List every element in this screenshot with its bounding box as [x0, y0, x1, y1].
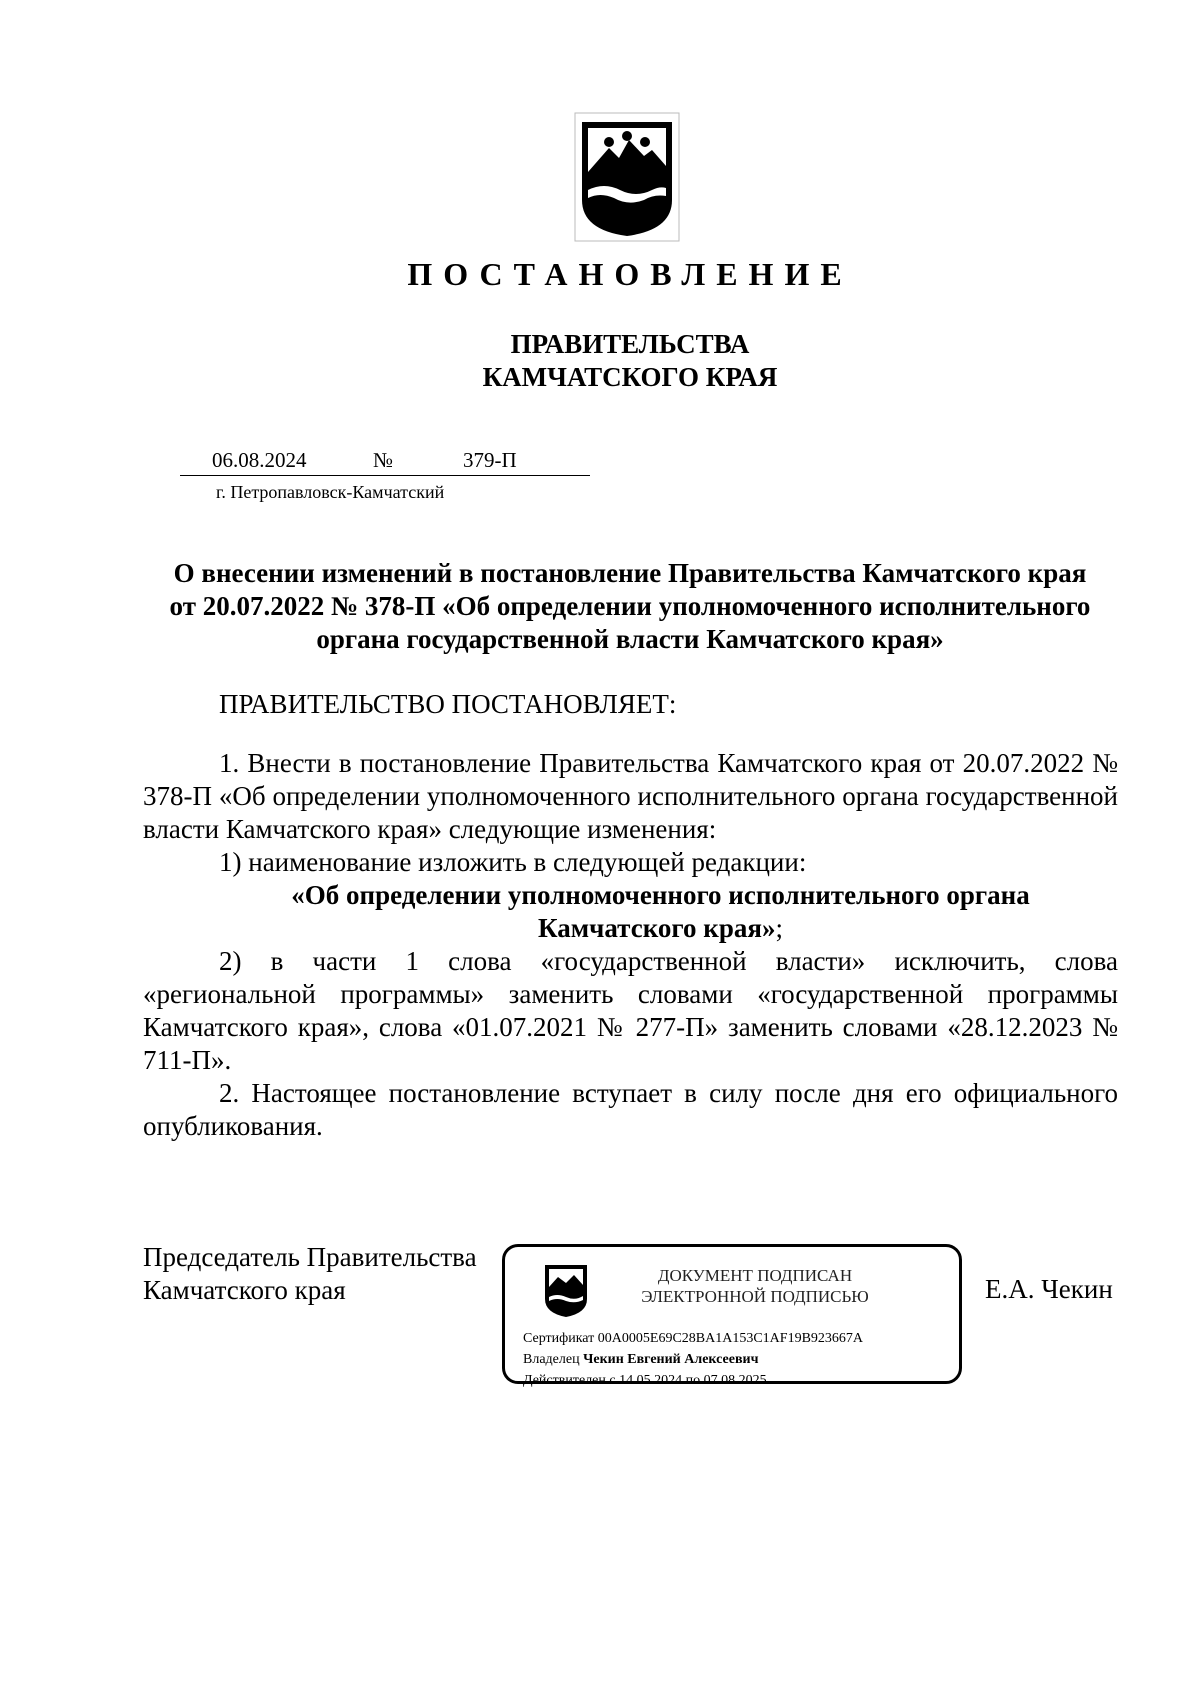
stamp-certificate — [523, 1331, 863, 1347]
position-line-2: Камчатского края — [143, 1275, 346, 1305]
stamp-title — [605, 1265, 905, 1307]
subject-line-2: от 20.07.2022 № 378-П «Об определении уполномоченного исполнительного — [169, 591, 1091, 621]
decree-phrase: ПРАВИТЕЛЬСТВО ПОСТАНОВЛЯЕТ: — [219, 689, 677, 719]
valid-from-label: с — [609, 1373, 616, 1388]
paragraph-1: 1. Внести в постановление Правительства Камчатского края от 20.07.2022 № 378-П «Об определении уполномоченного исполнительного органа государственной власти Камчатского края» следующие изменения: — [143, 748, 1118, 844]
signatory-name: Е.А. Чекин — [985, 1274, 1113, 1304]
cert-label: Сертификат — [523, 1331, 595, 1346]
meta-underline — [180, 475, 590, 476]
paragraph-2: 2. Настоящее постановление вступает в силу после дня его официального опубликования. — [143, 1078, 1118, 1141]
stamp-validity — [523, 1373, 767, 1389]
electronic-signature-stamp — [502, 1244, 962, 1388]
paragraph-1-item-1: 1) наименование изложить в следующей редакции: — [219, 847, 807, 877]
valid-from: 14.05.2024 — [619, 1373, 683, 1388]
stamp-title-line-2: ЭЛЕКТРОННОЙ ПОДПИСЬЮ — [641, 1287, 869, 1306]
quote-line-2: Камчатского края» — [538, 913, 776, 943]
subject-line-1: О внесении изменений в постановление Правительства Камчатского края — [173, 558, 1087, 588]
valid-label: Действителен — [523, 1373, 606, 1388]
org-line-2: КАМЧАТСКОГО КРАЯ — [482, 362, 778, 392]
position-line-1: Председатель Правительства — [143, 1242, 477, 1272]
document-number: 379-П — [463, 448, 517, 472]
valid-to-label: по — [685, 1373, 701, 1388]
quote-end: ; — [775, 913, 783, 943]
kamchatka-coat-of-arms-icon — [574, 112, 680, 242]
number-sign: № — [373, 448, 394, 472]
stamp-owner — [523, 1352, 758, 1368]
document-type: ПОСТАНОВЛЕНИЕ — [407, 256, 853, 292]
issuing-authority — [0, 328, 1200, 394]
owner-value: Чекин Евгений Алексеевич — [583, 1352, 759, 1367]
quote-line-1: «Об определении уполномоченного исполнительного органа — [291, 880, 1030, 910]
owner-label: Владелец — [523, 1352, 580, 1367]
signatory-position — [143, 1241, 477, 1307]
document-city: г. Петропавловск-Камчатский — [216, 482, 445, 502]
org-line-1: ПРАВИТЕЛЬСТВА — [510, 329, 750, 359]
cert-value: 00A0005E69C28BA1A153C1AF19B923667A — [597, 1331, 864, 1346]
stamp-coat-of-arms-icon — [541, 1259, 591, 1319]
document-subject — [142, 557, 1118, 656]
document-body — [143, 688, 1118, 1143]
paragraph-1-item-2: 2) в части 1 слова «государственной власти» исключить, слова «региональной программы» заменить словами «государственной программы Камчатского края», слова «01.07.2021 № 277-П» заменить словами «28.12.2023 № 711-П». — [143, 946, 1118, 1075]
document-date: 06.08.2024 — [212, 448, 307, 472]
subject-line-3: органа государственной власти Камчатского края» — [316, 624, 944, 654]
new-title-quote — [143, 879, 1118, 945]
stamp-title-line-1: ДОКУМЕНТ ПОДПИСАН — [657, 1266, 853, 1285]
document-meta — [180, 448, 590, 508]
valid-to: 07.08.2025 — [703, 1373, 767, 1388]
